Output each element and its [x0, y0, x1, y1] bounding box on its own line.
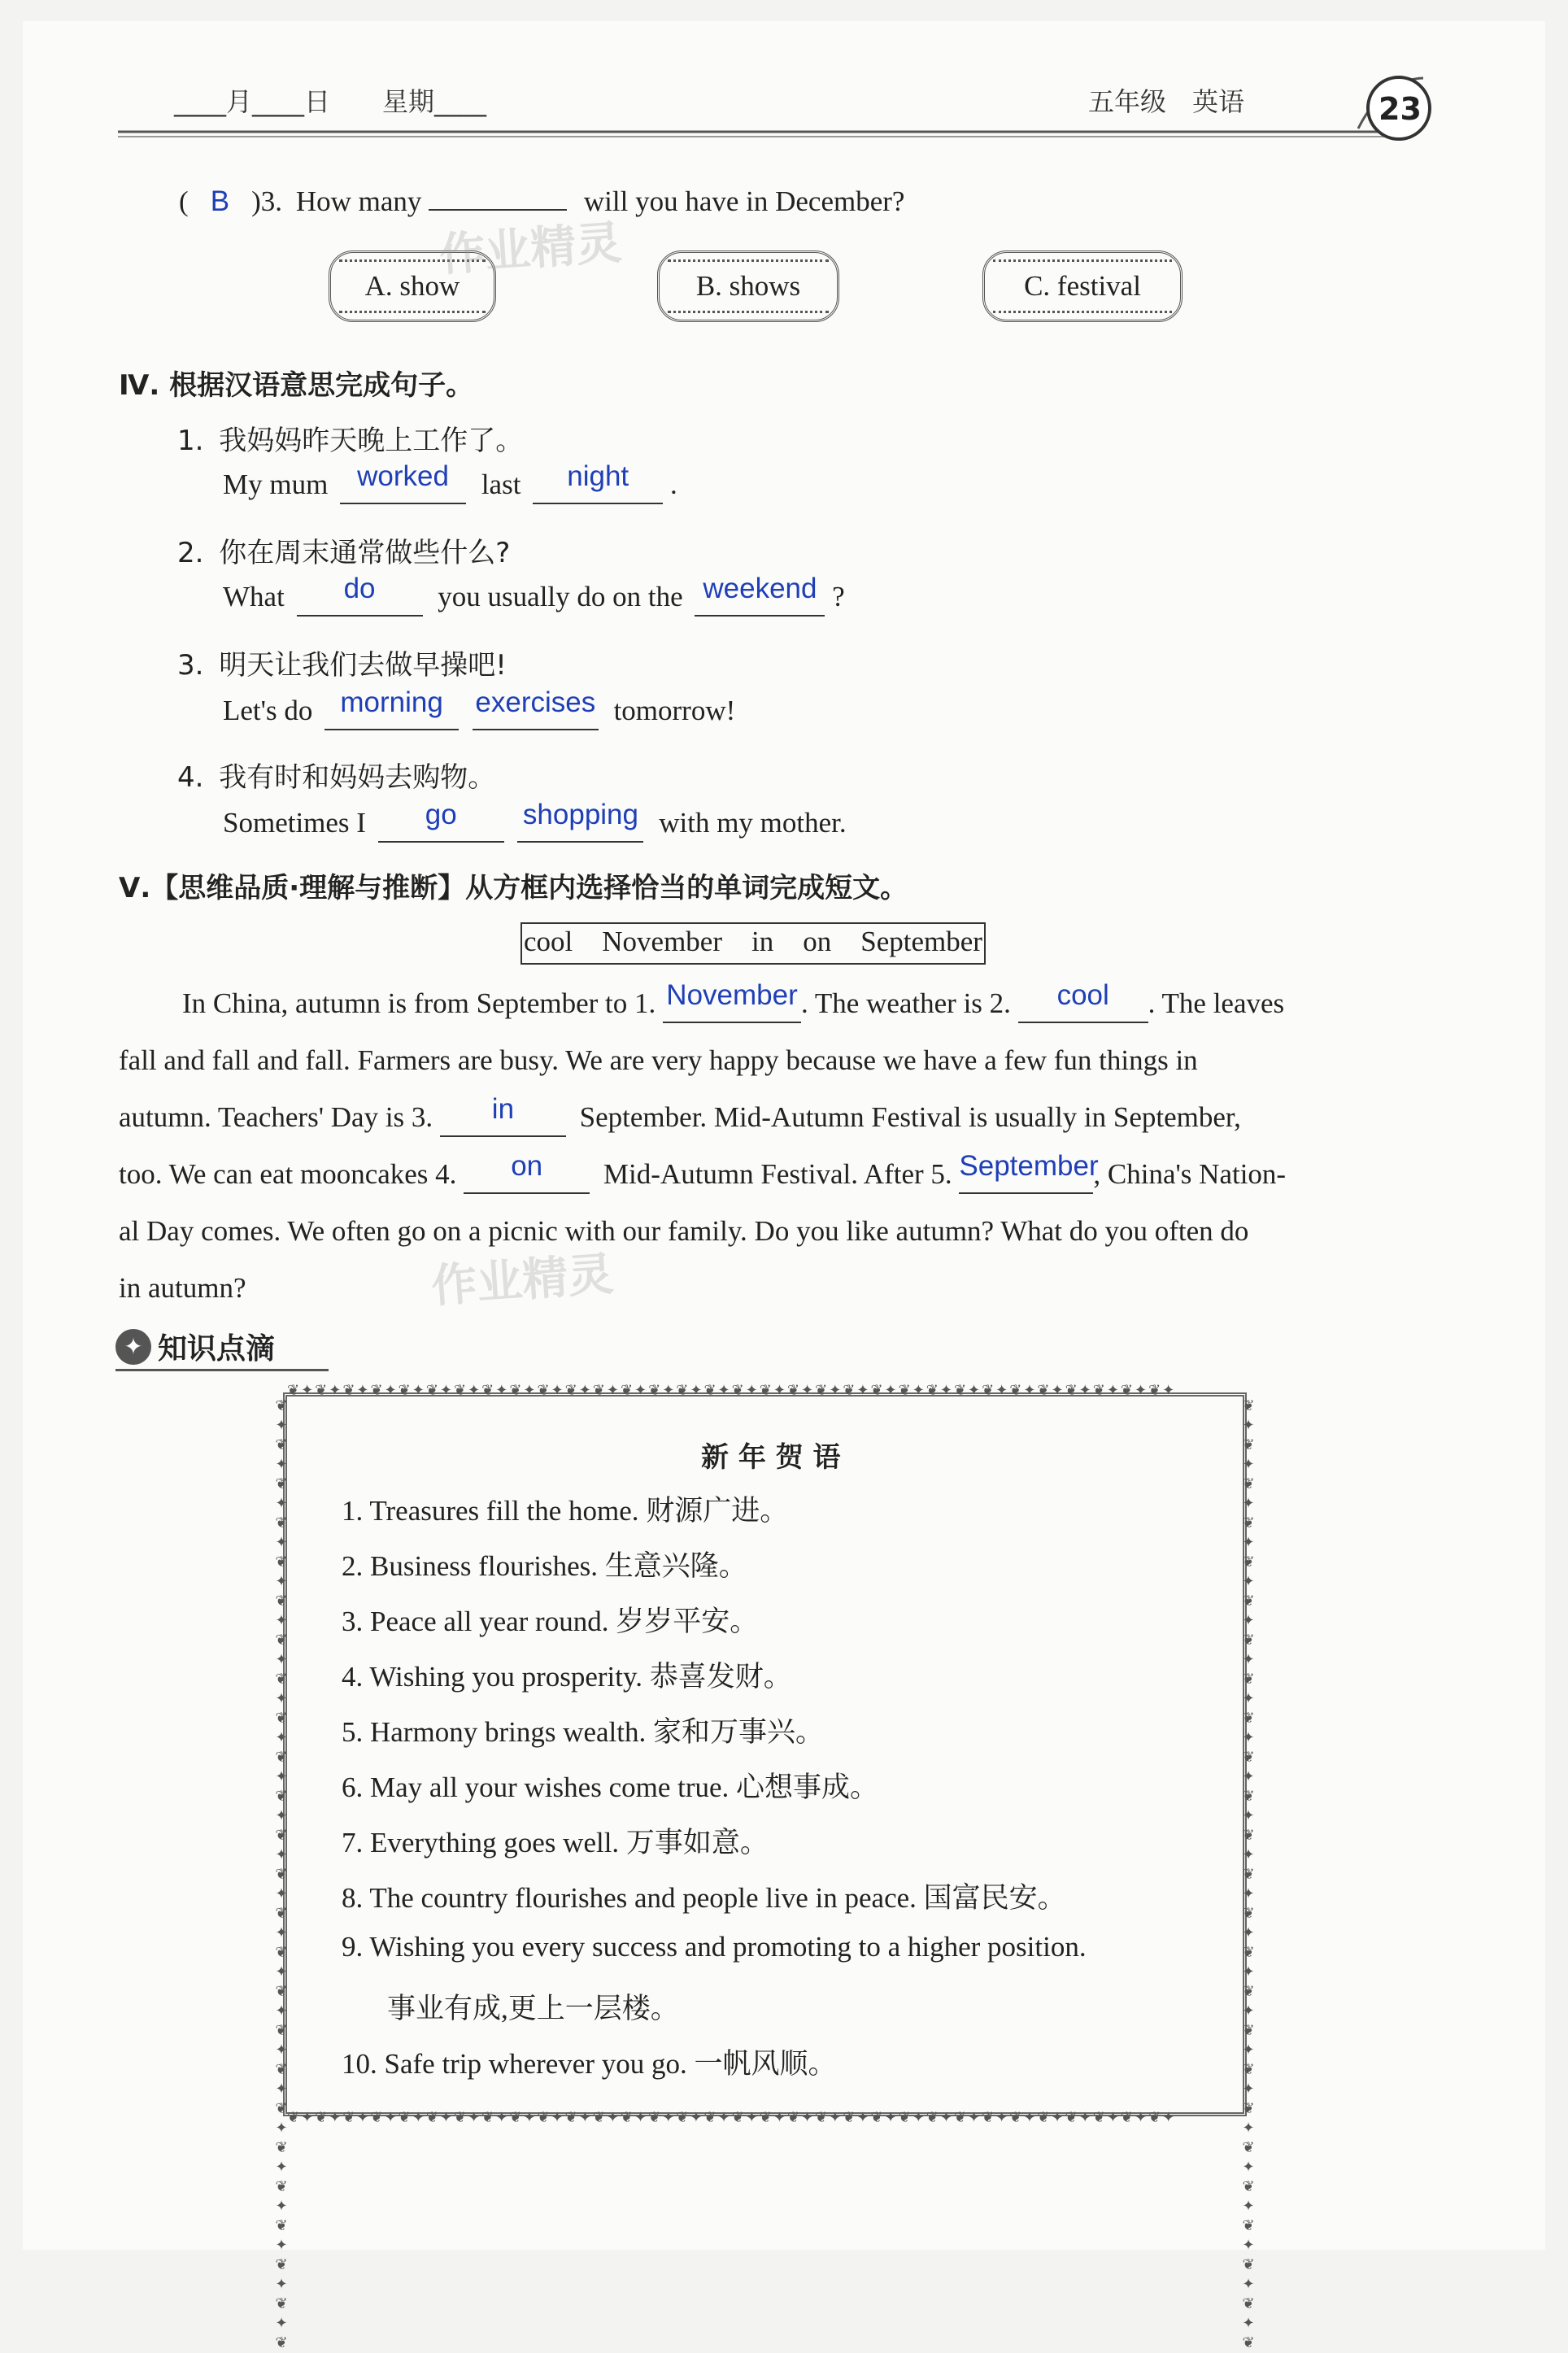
option-b[interactable]: B. shows	[657, 251, 839, 322]
passage-p8: , China's Nation-	[1093, 1158, 1287, 1190]
watermark-2: 作业精灵	[429, 1248, 616, 1314]
s4-item2-cn	[177, 530, 510, 570]
word-box-item-4: on	[803, 926, 832, 957]
s4-item1-part2: last	[481, 468, 521, 500]
passage-line-6: in autumn?	[119, 1272, 246, 1304]
passage-line-2: fall and fall and fall. Farmers are busy. We are very happy because we have a few fun things in	[119, 1044, 1198, 1076]
q3-text-after: will you have in December?	[583, 185, 905, 217]
passage-blank-5[interactable]	[959, 1150, 1099, 1194]
section5-title: Ⅴ.【思维品质·理解与推断】从方框内选择恰当的单词完成短文。	[119, 872, 908, 904]
s4-item2-num: 2.	[177, 537, 204, 569]
passage-p7: Mid-Autumn Festival. After 5.	[603, 1158, 952, 1190]
s4-item2-answer1: do	[343, 573, 376, 604]
section4-title: Ⅳ. 根据汉语意思完成句子。	[119, 369, 474, 402]
passage-blank-2[interactable]	[1018, 979, 1148, 1023]
s4-item4-blank2[interactable]	[517, 799, 643, 843]
vine-top: ❦✦❦✦❦✦❦✦❦✦❦✦❦✦❦✦❦✦❦✦❦✦❦✦❦✦❦✦❦✦❦✦❦✦❦✦❦✦❦✦❦✦❦✦❦✦❦✦❦✦❦✦❦✦❦✦❦✦❦✦❦✦❦✦	[287, 1382, 1177, 1399]
s4-item2-part3: ?	[832, 581, 845, 612]
passage-p6: too. We can eat mooncakes 4.	[119, 1158, 457, 1190]
greetings-title: 新 年 贺 语	[701, 1441, 841, 1474]
vine-right: ❦✦❦✦❦✦❦✦❦✦❦✦❦✦❦✦❦✦❦✦❦✦❦✦❦✦❦✦❦✦❦✦❦✦❦✦❦✦❦✦❦✦❦✦❦✦❦✦❦	[1242, 1397, 1255, 2351]
s4-item3-blank1[interactable]	[324, 686, 459, 730]
greeting-item-5: 5. Harmony brings wealth. 家和万事兴。	[342, 1716, 824, 1748]
knowledge-label-text: 知识点滴	[158, 1332, 276, 1366]
s4-item1-blank2[interactable]	[533, 460, 663, 504]
passage-answer-1: November	[666, 979, 798, 1011]
s4-item3-cn-text: 明天让我们去做早操吧!	[219, 649, 507, 682]
s4-item1-part3: .	[669, 468, 677, 500]
page-number: 23	[1379, 91, 1422, 127]
word-box-item-5: September	[860, 926, 982, 957]
s4-item1-answer1: worked	[357, 460, 449, 492]
q3-blank[interactable]	[429, 207, 567, 211]
passage-answer-2: cool	[1056, 979, 1109, 1011]
greeting-item-3: 3. Peace all year round. 岁岁平安。	[342, 1606, 759, 1637]
s4-item2-answer2: weekend	[703, 573, 817, 604]
s4-item1-num: 1.	[177, 425, 204, 457]
s4-item1-cn-text: 我妈妈昨天晚上工作了。	[219, 425, 524, 457]
q3-text-before: How many	[295, 185, 422, 217]
q3-answer: B	[210, 185, 230, 217]
greeting-item-1: 1. Treasures fill the home. 财源广进。	[342, 1495, 789, 1527]
s4-item1-part1: My mum	[223, 468, 329, 500]
passage-line-1	[182, 979, 1285, 1023]
s4-item2-part1: What	[223, 581, 285, 612]
s4-item3-cn	[177, 643, 507, 682]
s4-item2-blank1[interactable]	[297, 573, 423, 617]
s4-item3-blank2[interactable]	[473, 686, 599, 730]
s4-item3-num: 3.	[177, 649, 204, 682]
s4-item3-answer2: exercises	[475, 686, 596, 718]
greeting-item-6: 6. May all your wishes come true. 心想事成。	[342, 1771, 879, 1803]
greeting-item-4: 4. Wishing you prosperity. 恭喜发财。	[342, 1661, 792, 1693]
passage-line-4	[119, 1150, 1287, 1194]
greeting-item-10: 10. Safe trip wherever you go. 一帆风顺。	[342, 2048, 837, 2080]
s4-item1-blank1[interactable]	[340, 460, 466, 504]
greeting-item-9-cn: 事业有成,更上一层楼。	[387, 1993, 679, 2024]
s4-item4-cn	[177, 755, 495, 795]
q3-paren-right: )3.	[251, 185, 283, 217]
lightbulb-icon: ✦	[115, 1329, 151, 1365]
s4-item3-part1: Let's do	[223, 695, 313, 726]
greeting-item-2: 2. Business flourishes. 生意兴隆。	[342, 1550, 747, 1582]
header-rule	[118, 122, 1452, 146]
s4-item4-part1: Sometimes I	[223, 807, 366, 839]
vine-bottom: ❦✦❦✦❦✦❦✦❦✦❦✦❦✦❦✦❦✦❦✦❦✦❦✦❦✦❦✦❦✦❦✦❦✦❦✦❦✦❦✦❦✦❦✦❦✦❦✦❦✦❦✦❦✦❦✦❦✦❦✦❦✦❦✦	[287, 2109, 1177, 2126]
passage-answer-4: on	[511, 1150, 543, 1182]
option-a[interactable]: A. show	[329, 251, 496, 322]
word-box	[520, 922, 986, 965]
s4-item2-blank2[interactable]	[695, 573, 825, 617]
passage-p1: In China, autumn is from September to 1.	[182, 987, 656, 1019]
greeting-item-7: 7. Everything goes well. 万事如意。	[342, 1827, 769, 1858]
word-box-item-3: in	[751, 926, 774, 957]
s4-item4-num: 4.	[177, 761, 204, 794]
s4-item3-en	[223, 686, 736, 730]
q3-paren-left: (	[179, 185, 189, 217]
s4-item4-blank1[interactable]	[378, 799, 504, 843]
s4-item2-part2: you usually do on the	[438, 581, 683, 612]
word-box-item-1: cool	[524, 926, 573, 957]
s4-item2-en	[223, 573, 845, 617]
s4-item4-answer2: shopping	[522, 799, 638, 830]
date-line: ____月____日 星期____	[174, 86, 487, 117]
passage-line-3	[119, 1093, 1241, 1137]
s4-item4-part3: with my mother.	[659, 807, 847, 839]
passage-p4: autumn. Teachers' Day is 3.	[119, 1101, 433, 1133]
s4-item1-en	[223, 460, 677, 504]
s4-item4-en	[223, 799, 847, 843]
passage-line-5: al Day comes. We often go on a picnic with our family. Do you like autumn? What do you often do	[119, 1215, 1249, 1247]
knowledge-label	[115, 1326, 329, 1371]
passage-blank-1[interactable]	[663, 979, 801, 1023]
greeting-item-9: 9. Wishing you every success and promoting to a higher position.	[342, 1931, 1087, 1963]
grade-subject: 五年级 英语	[1088, 86, 1245, 117]
passage-p3: . The leaves	[1148, 987, 1285, 1019]
passage-blank-3[interactable]	[440, 1093, 566, 1137]
watermark-1: 作业精灵	[438, 216, 624, 282]
passage-p2: . The weather is 2.	[801, 987, 1011, 1019]
passage-answer-5: September	[959, 1150, 1099, 1182]
s4-item3-answer1: morning	[340, 686, 443, 718]
passage-p5: September. Mid-Autumn Festival is usually in September,	[579, 1101, 1241, 1133]
s4-item4-cn-text: 我有时和妈妈去购物。	[219, 761, 496, 794]
s4-item2-cn-text: 你在周末通常做些什么?	[219, 537, 511, 569]
s4-item1-answer2: night	[567, 460, 629, 492]
greeting-item-8: 8. The country flourishes and people live in peace. 国富民安。	[342, 1882, 1066, 1914]
passage-blank-4[interactable]	[464, 1150, 590, 1194]
option-c[interactable]: C. festival	[982, 251, 1183, 322]
s4-item4-answer1: go	[425, 799, 457, 830]
vine-left: ❦✦❦✦❦✦❦✦❦✦❦✦❦✦❦✦❦✦❦✦❦✦❦✦❦✦❦✦❦✦❦✦❦✦❦✦❦✦❦✦❦✦❦✦❦✦❦✦❦	[275, 1397, 288, 2351]
s4-item1-cn	[177, 418, 523, 458]
passage-answer-3: in	[491, 1093, 515, 1125]
word-box-item-2: November	[602, 926, 722, 957]
s4-item3-part3: tomorrow!	[613, 695, 736, 726]
